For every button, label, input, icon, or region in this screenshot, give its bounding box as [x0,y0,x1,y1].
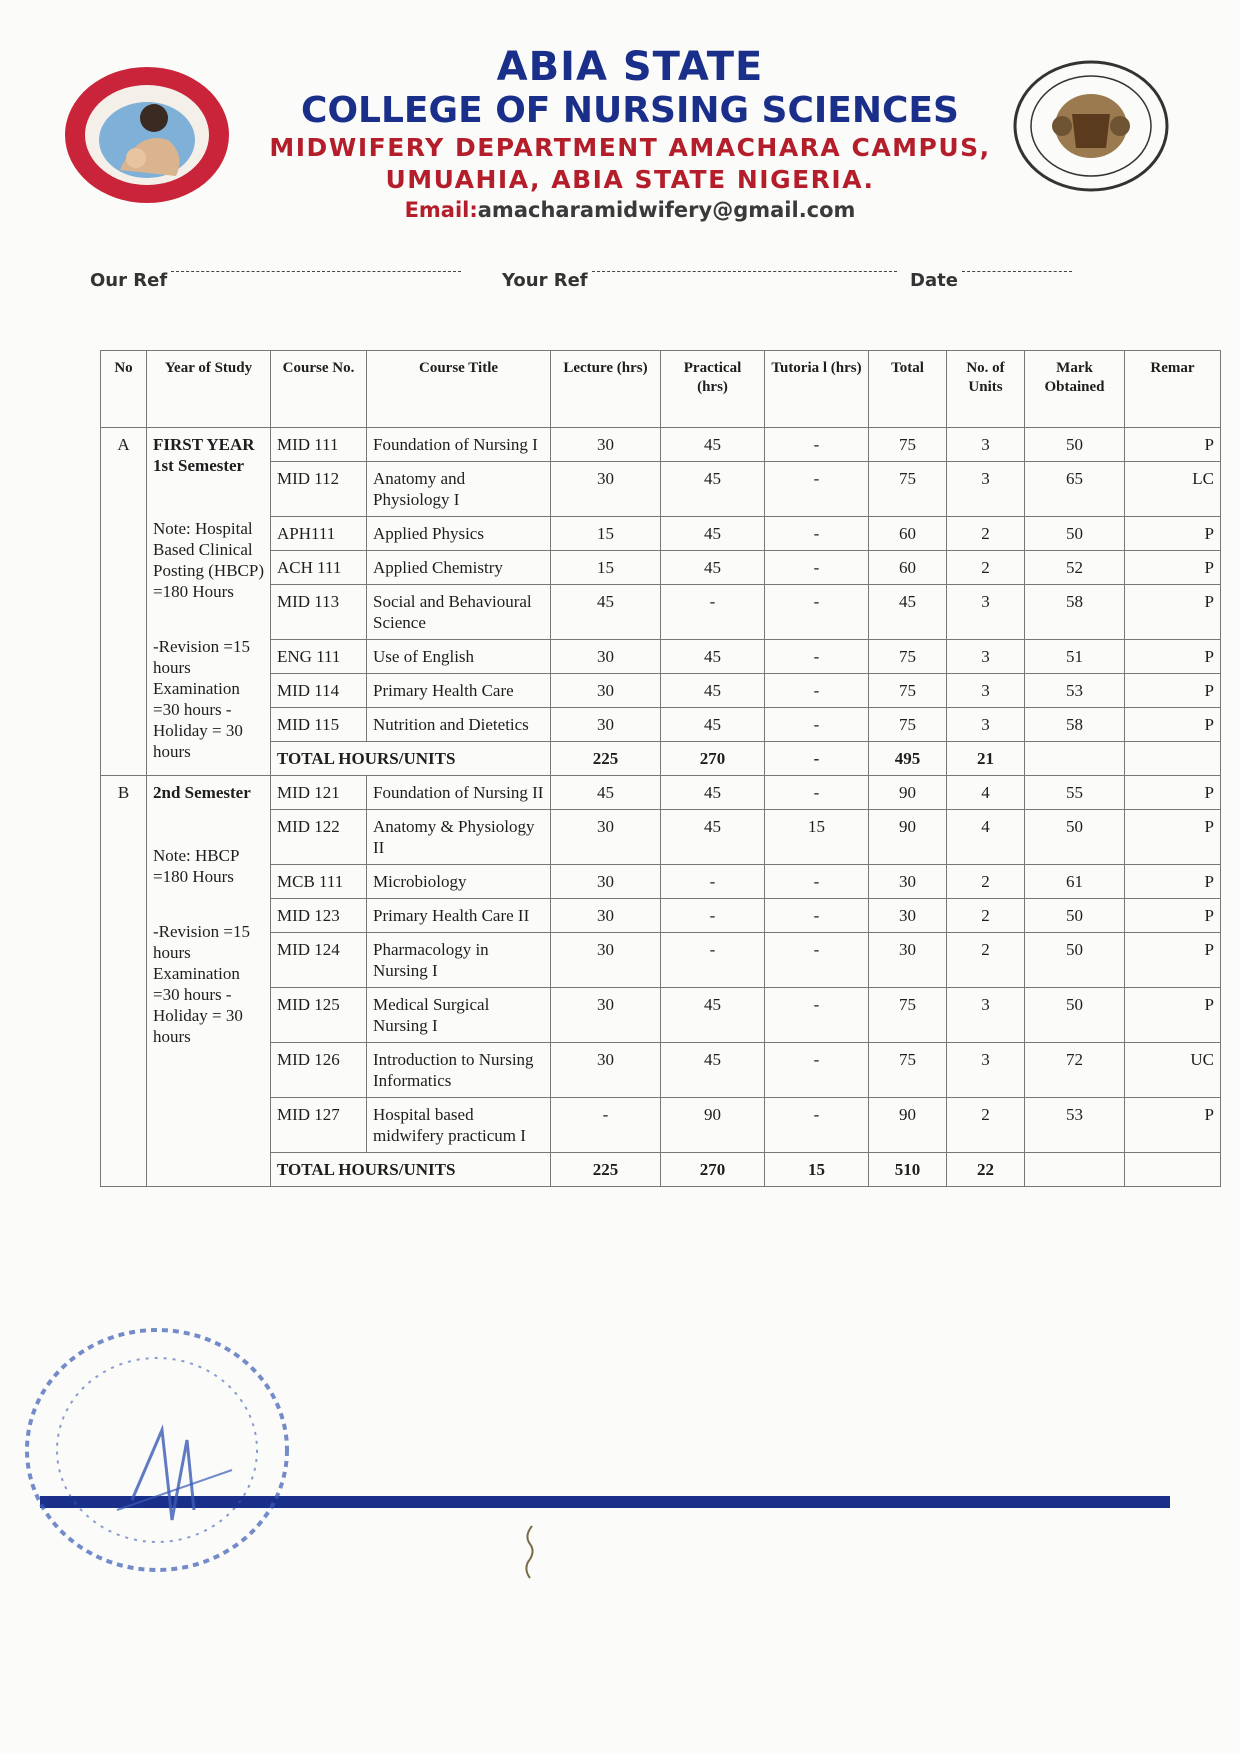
pen-mark [520,1522,540,1582]
course-title: Foundation of Nursing II [367,776,551,810]
state-seal [1010,56,1172,196]
course-units: 2 [947,551,1025,585]
course-title: Nutrition and Dietetics [367,708,551,742]
course-title: Foundation of Nursing I [367,428,551,462]
course-tutorial: - [765,1043,869,1098]
course-total: 75 [869,1043,947,1098]
semester-breakdown: -Revision =15 hours Examination =30 hours -Holiday = 30 hours [153,922,250,1046]
course-total: 75 [869,640,947,674]
course-lecture: 30 [551,708,661,742]
course-units: 3 [947,640,1025,674]
course-title: Introduction to Nursing Informatics [367,1043,551,1098]
course-total: 60 [869,517,947,551]
course-no: MID 121 [271,776,367,810]
course-lecture: - [551,1098,661,1153]
your-ref: Your Ref [502,270,588,291]
course-tutorial: - [765,933,869,988]
course-lecture: 30 [551,988,661,1043]
address-line: UMUAHIA, ABIA STATE NIGERIA. [385,165,875,194]
course-practical: 90 [661,1098,765,1153]
course-lecture: 15 [551,551,661,585]
course-tutorial: - [765,462,869,517]
column-header: Remar [1125,351,1221,428]
year-label: FIRST YEAR [153,435,255,454]
course-tutorial: - [765,674,869,708]
course-no: MID 122 [271,810,367,865]
course-practical: 45 [661,551,765,585]
our-ref: Our Ref [90,270,167,291]
course-practical: 45 [661,428,765,462]
course-practical: - [661,899,765,933]
course-tutorial: 15 [765,810,869,865]
course-mark: 50 [1025,933,1125,988]
semester-no: A [101,428,147,776]
semester-no: B [101,776,147,1187]
year-label: 2nd Semester [153,783,251,802]
course-mark: 53 [1025,1098,1125,1153]
course-total: 30 [869,865,947,899]
course-tutorial: - [765,640,869,674]
course-lecture: 30 [551,462,661,517]
course-lecture: 30 [551,933,661,988]
course-remark: P [1125,674,1221,708]
total-remark-empty [1125,1153,1221,1187]
table-header-row [101,351,1221,428]
course-lecture: 30 [551,810,661,865]
course-title: Applied Chemistry [367,551,551,585]
course-total: 75 [869,428,947,462]
course-remark: P [1125,988,1221,1043]
course-mark: 72 [1025,1043,1125,1098]
course-remark: P [1125,428,1221,462]
course-units: 3 [947,585,1025,640]
total-label: TOTAL HOURS/UNITS [271,742,551,776]
course-practical: 45 [661,640,765,674]
course-total: 75 [869,462,947,517]
course-units: 4 [947,776,1025,810]
course-units: 3 [947,462,1025,517]
total-lecture: 225 [551,1153,661,1187]
course-mark: 52 [1025,551,1125,585]
course-mark: 50 [1025,428,1125,462]
official-stamp [12,1310,302,1590]
course-remark: P [1125,899,1221,933]
course-tutorial: - [765,585,869,640]
course-remark: P [1125,1098,1221,1153]
course-no: MID 126 [271,1043,367,1098]
course-total: 90 [869,1098,947,1153]
course-remark: P [1125,776,1221,810]
course-tutorial: - [765,865,869,899]
course-results-table [100,350,1221,1187]
semester-label: 1st Semester [153,456,245,475]
course-mark: 51 [1025,640,1125,674]
total-mark-empty [1025,1153,1125,1187]
course-total: 30 [869,899,947,933]
course-no: MID 115 [271,708,367,742]
course-practical: 45 [661,988,765,1043]
course-no: MID 114 [271,674,367,708]
course-no: MCB 111 [271,865,367,899]
course-tutorial: - [765,988,869,1043]
total-units: 21 [947,742,1025,776]
course-mark: 61 [1025,865,1125,899]
course-units: 3 [947,428,1025,462]
column-header: Year of Study [147,351,271,428]
course-tutorial: - [765,517,869,551]
email-address[interactable]: amacharamidwifery@gmail.com [477,198,856,222]
course-mark: 50 [1025,988,1125,1043]
total-tutorial: 15 [765,1153,869,1187]
column-header: Practical (hrs) [661,351,765,428]
course-tutorial: - [765,551,869,585]
course-total: 90 [869,776,947,810]
course-lecture: 30 [551,640,661,674]
course-units: 3 [947,1043,1025,1098]
course-lecture: 15 [551,517,661,551]
course-mark: 55 [1025,776,1125,810]
year-of-study [147,776,271,1187]
course-mark: 50 [1025,899,1125,933]
course-remark: P [1125,517,1221,551]
course-title: Primary Health Care II [367,899,551,933]
course-total: 60 [869,551,947,585]
course-practical: - [661,933,765,988]
course-total: 75 [869,988,947,1043]
course-mark: 58 [1025,585,1125,640]
course-no: ENG 111 [271,640,367,674]
course-units: 3 [947,988,1025,1043]
course-practical: 45 [661,708,765,742]
course-lecture: 30 [551,428,661,462]
email-label: Email: [404,198,478,222]
course-practical: - [661,865,765,899]
table-row [101,776,1221,810]
college-name: COLLEGE OF NURSING SCIENCES [301,90,959,131]
course-tutorial: - [765,776,869,810]
course-practical: 45 [661,1043,765,1098]
course-mark: 53 [1025,674,1125,708]
course-tutorial: - [765,1098,869,1153]
course-lecture: 30 [551,674,661,708]
total-label: TOTAL HOURS/UNITS [271,1153,551,1187]
course-title: Social and Behavioural Science [367,585,551,640]
course-remark: P [1125,865,1221,899]
course-units: 2 [947,865,1025,899]
course-units: 2 [947,1098,1025,1153]
total-practical: 270 [661,1153,765,1187]
total-mark-empty [1025,742,1125,776]
course-tutorial: - [765,708,869,742]
course-mark: 50 [1025,810,1125,865]
course-remark: LC [1125,462,1221,517]
course-remark: P [1125,933,1221,988]
course-remark: P [1125,708,1221,742]
course-no: ACH 111 [271,551,367,585]
semester-note: Note: Hospital Based Clinical Posting (HBCP) =180 Hours [153,519,264,601]
course-remark: P [1125,640,1221,674]
course-units: 3 [947,674,1025,708]
semester-note: Note: HBCP =180 Hours [153,846,239,886]
course-remark: P [1125,551,1221,585]
course-total: 30 [869,933,947,988]
course-units: 2 [947,899,1025,933]
course-title: Hospital based midwifery practicum I [367,1098,551,1153]
email-line [250,196,1010,224]
course-no: MID 111 [271,428,367,462]
course-practical: 45 [661,462,765,517]
column-header: Mark Obtained [1025,351,1125,428]
course-total: 75 [869,708,947,742]
course-units: 4 [947,810,1025,865]
course-title: Applied Physics [367,517,551,551]
column-header: Total [869,351,947,428]
course-mark: 58 [1025,708,1125,742]
department-line: MIDWIFERY DEPARTMENT AMACHARA CAMPUS, [269,133,991,162]
course-no: APH111 [271,517,367,551]
total-remark-empty [1125,742,1221,776]
column-header: Lecture (hrs) [551,351,661,428]
total-total: 510 [869,1153,947,1187]
course-mark: 65 [1025,462,1125,517]
course-lecture: 30 [551,1043,661,1098]
department-logo [58,60,236,210]
table-row [101,428,1221,462]
total-tutorial: - [765,742,869,776]
letterhead [250,44,1010,224]
total-units: 22 [947,1153,1025,1187]
course-title: Microbiology [367,865,551,899]
course-total: 45 [869,585,947,640]
course-no: MID 125 [271,988,367,1043]
course-title: Anatomy & Physiology II [367,810,551,865]
course-units: 2 [947,933,1025,988]
course-title: Pharmacology in Nursing I [367,933,551,988]
course-lecture: 45 [551,776,661,810]
course-total: 90 [869,810,947,865]
course-total: 75 [869,674,947,708]
course-mark: 50 [1025,517,1125,551]
course-remark: P [1125,810,1221,865]
state-name: ABIA STATE [496,44,764,90]
course-no: MID 124 [271,933,367,988]
course-title: Medical Surgical Nursing I [367,988,551,1043]
course-no: MID 113 [271,585,367,640]
course-no: MID 127 [271,1098,367,1153]
total-total: 495 [869,742,947,776]
column-header: No [101,351,147,428]
column-header: Course Title [367,351,551,428]
column-header: Tutoria l (hrs) [765,351,869,428]
course-remark: UC [1125,1043,1221,1098]
course-lecture: 30 [551,865,661,899]
date-field: Date [910,270,958,291]
course-title: Use of English [367,640,551,674]
course-practical: 45 [661,674,765,708]
course-practical: - [661,585,765,640]
column-header: No. of Units [947,351,1025,428]
course-units: 3 [947,708,1025,742]
course-remark: P [1125,585,1221,640]
course-no: MID 123 [271,899,367,933]
course-practical: 45 [661,776,765,810]
course-title: Anatomy and Physiology I [367,462,551,517]
semester-breakdown: -Revision =15 hours Examination =30 hours -Holiday = 30 hours [153,637,250,761]
column-header: Course No. [271,351,367,428]
course-no: MID 112 [271,462,367,517]
course-title: Primary Health Care [367,674,551,708]
course-practical: 45 [661,517,765,551]
total-practical: 270 [661,742,765,776]
year-of-study [147,428,271,776]
course-units: 2 [947,517,1025,551]
course-tutorial: - [765,899,869,933]
course-tutorial: - [765,428,869,462]
course-lecture: 30 [551,899,661,933]
total-lecture: 225 [551,742,661,776]
course-lecture: 45 [551,585,661,640]
course-practical: 45 [661,810,765,865]
